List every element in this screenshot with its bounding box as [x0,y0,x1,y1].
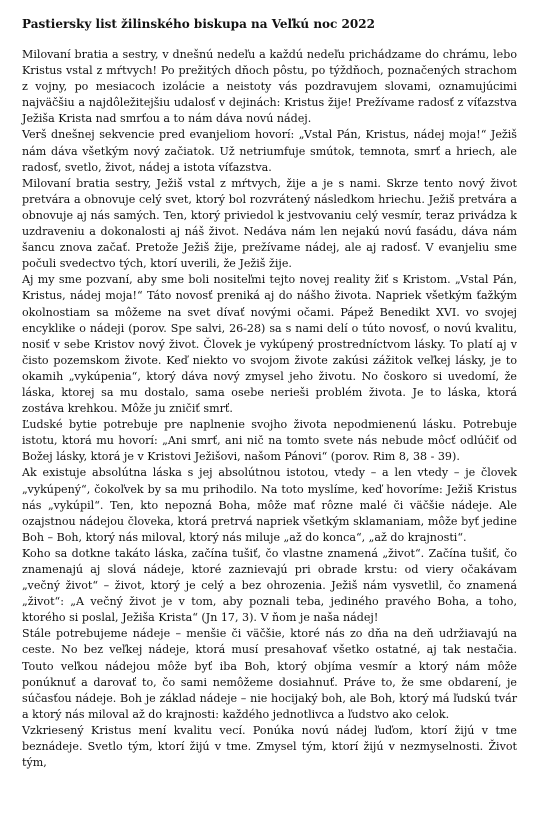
paragraph-7: Koho sa dotkne takáto láska, začína tušiť, čo vlastne znamená „život“. Začína tušiť, čo znamenajú aj slová nádeje, ktoré zaznievajú pri obrade krstu: od viery očakávam „večný život“ – život, ktorý je celý a bez ohrozenia. Ježiš nám vysvetlil, čo znamená „život“: „A večný život je v tom, aby poznali teba, jediného pravého Boha, a toho, ktorého si poslal, Ježiša Krista“ (Jn 17, 3). V ňom je naša nádej! [22,546,517,625]
paragraph-8: Stále potrebujeme nádeje – menšie či väčšie, ktoré nás zo dňa na deň udržiavajú na ceste. No bez veľkej nádeje, ktorá musí presahovať všetko ostatné, aj tak nestačia. Touto veľkou nádejou môže byť iba Boh, ktorý objíma vesmír a ktorý nám môže ponúknuť a darovať to, čo sami nemôžeme dosiahnuť. Práve to, že sme obdarení, je súčasťou nádeje. Boh je základ nádeje – nie hocijaký boh, ale Boh, ktorý má ľudskú tvár a ktorý nás miloval až do krajnosti: každého jednotlivca a ľudstvo ako celok. [22,627,517,721]
paragraph-3: Milovaní bratia sestry, Ježiš vstal z mŕtvych, žije a je s nami. Skrze tento nový život pretvára a obnovuje celý svet, ktorý bol rozvrátený následkom hriechu. Ježiš pretvára a obnovuje aj nás samých. Ten, ktorý priviedol k jestvovaniu celý vesmír, teraz privádza k uzdraveniu a dokonalosti aj náš život. Nedáva nám len nejakú novú fasádu, dáva nám šancu znova začať. Pretože Ježiš žije, prežívame nádej, ale aj radosť. V evanjeliu sme počuli svedectvo tých, ktorí uverili, že Ježiš žije. [22,176,517,271]
paragraph-5: Ľudské bytie potrebuje pre naplnenie svojho života nepodmienenú lásku. Potrebuje istotu, ktorá mu hovorí: „Ani smrť, ani nič na tomto svete nás nebude môcť odlúčiť od Božej lásky, ktorá je v Kristovi Ježišovi, našom Pánovi“ (porov. Rim 8, 38 - 39). [22,418,517,464]
paragraph-4: Aj my sme pozvaní, aby sme boli nositeľmi tejto novej reality žiť s Kristom. „Vstal Pán, Kristus, nádej moja!“ Táto novosť preniká aj do nášho života. Napriek všetkým ťažkým okolnostiam sa môžeme na svet dívať novými očami. Pápež Benedikt XVI. vo svojej encyklike o nádeji (porov. Spe salvi, 26-28) sa s nami delí o túto novosť, o novú kvalitu, nosiť v sebe Kristov nový život. Človek je vykúpený prostredníctvom lásky. To platí aj v čisto pozemskom živote. Keď niekto vo svojom živote zakúsi zážitok veľkej lásky, je to okamih „vykúpenia“, ktorý dáva nový zmysel jeho životu. No čoskoro si uvedomí, že láska, ktorej sa mu dostalo, sama osebe nerieši problém života. Je to láska, ktorá zostáva krehkou. Môže ju zničiť smrť. [22,273,517,416]
paragraph-9: Vzkriesený Kristus mení kvalitu vecí. Ponúka novú nádej ľuďom, ktorí žijú v tme beznádeje. Svetlo tým, ktorí žijú v tme. Zmysel tým, ktorí žijú v nezmyselnosti. Život tým, [22,723,517,770]
paragraph-1: Milovaní bratia a sestry, v dnešnú nedeľu a každú nedeľu prichádzame do chrámu, lebo Kristus vstal z mŕtvych! Po prežitých dňoch pôstu, po týždňoch, poznačených strachom z vojny, po mesiacoch izolácie a neistoty vás pozdravujem slovami, oznamujúcimi najväčšiu a najdôležitejšiu udalosť v dejinách: Kristus žije! Prežívame radosť z víťazstva Ježiša Krista nad smrťou a to nám dáva novú nádej. [22,48,517,126]
paragraph-6: Ak existuje absolútna láska s jej absolútnou istotou, vtedy – a len vtedy – je človek „vykúpený“, čokoľvek by sa mu prihodilo. Na toto myslíme, keď hovoríme: Ježiš Kristus nás „vykúpil“. Ten, kto nepozná Boha, môže mať rôzne malé či väčšie nádeje. Ale ozajstnou nádejou človeka, ktorá pretrvá napriek všetkým sklamaniam, môže byť jedine Boh – Boh, ktorý nás miloval, ktorý nás miluje „až do konca“, „až do krajnosti“. [22,466,517,544]
document-title: Pastiersky list žilinského biskupa na Veľkú noc 2022 [22,17,375,31]
paragraph-2: Verš dnešnej sekvencie pred evanjeliom hovorí: „Vstal Pán, Kristus, nádej moja!“ Ježiš nám dáva všetkým nový začiatok. Už netriumfuje smútok, temnota, smrť a hriech, ale radosť, svetlo, život, nádej a istota víťazstva. [22,128,517,174]
